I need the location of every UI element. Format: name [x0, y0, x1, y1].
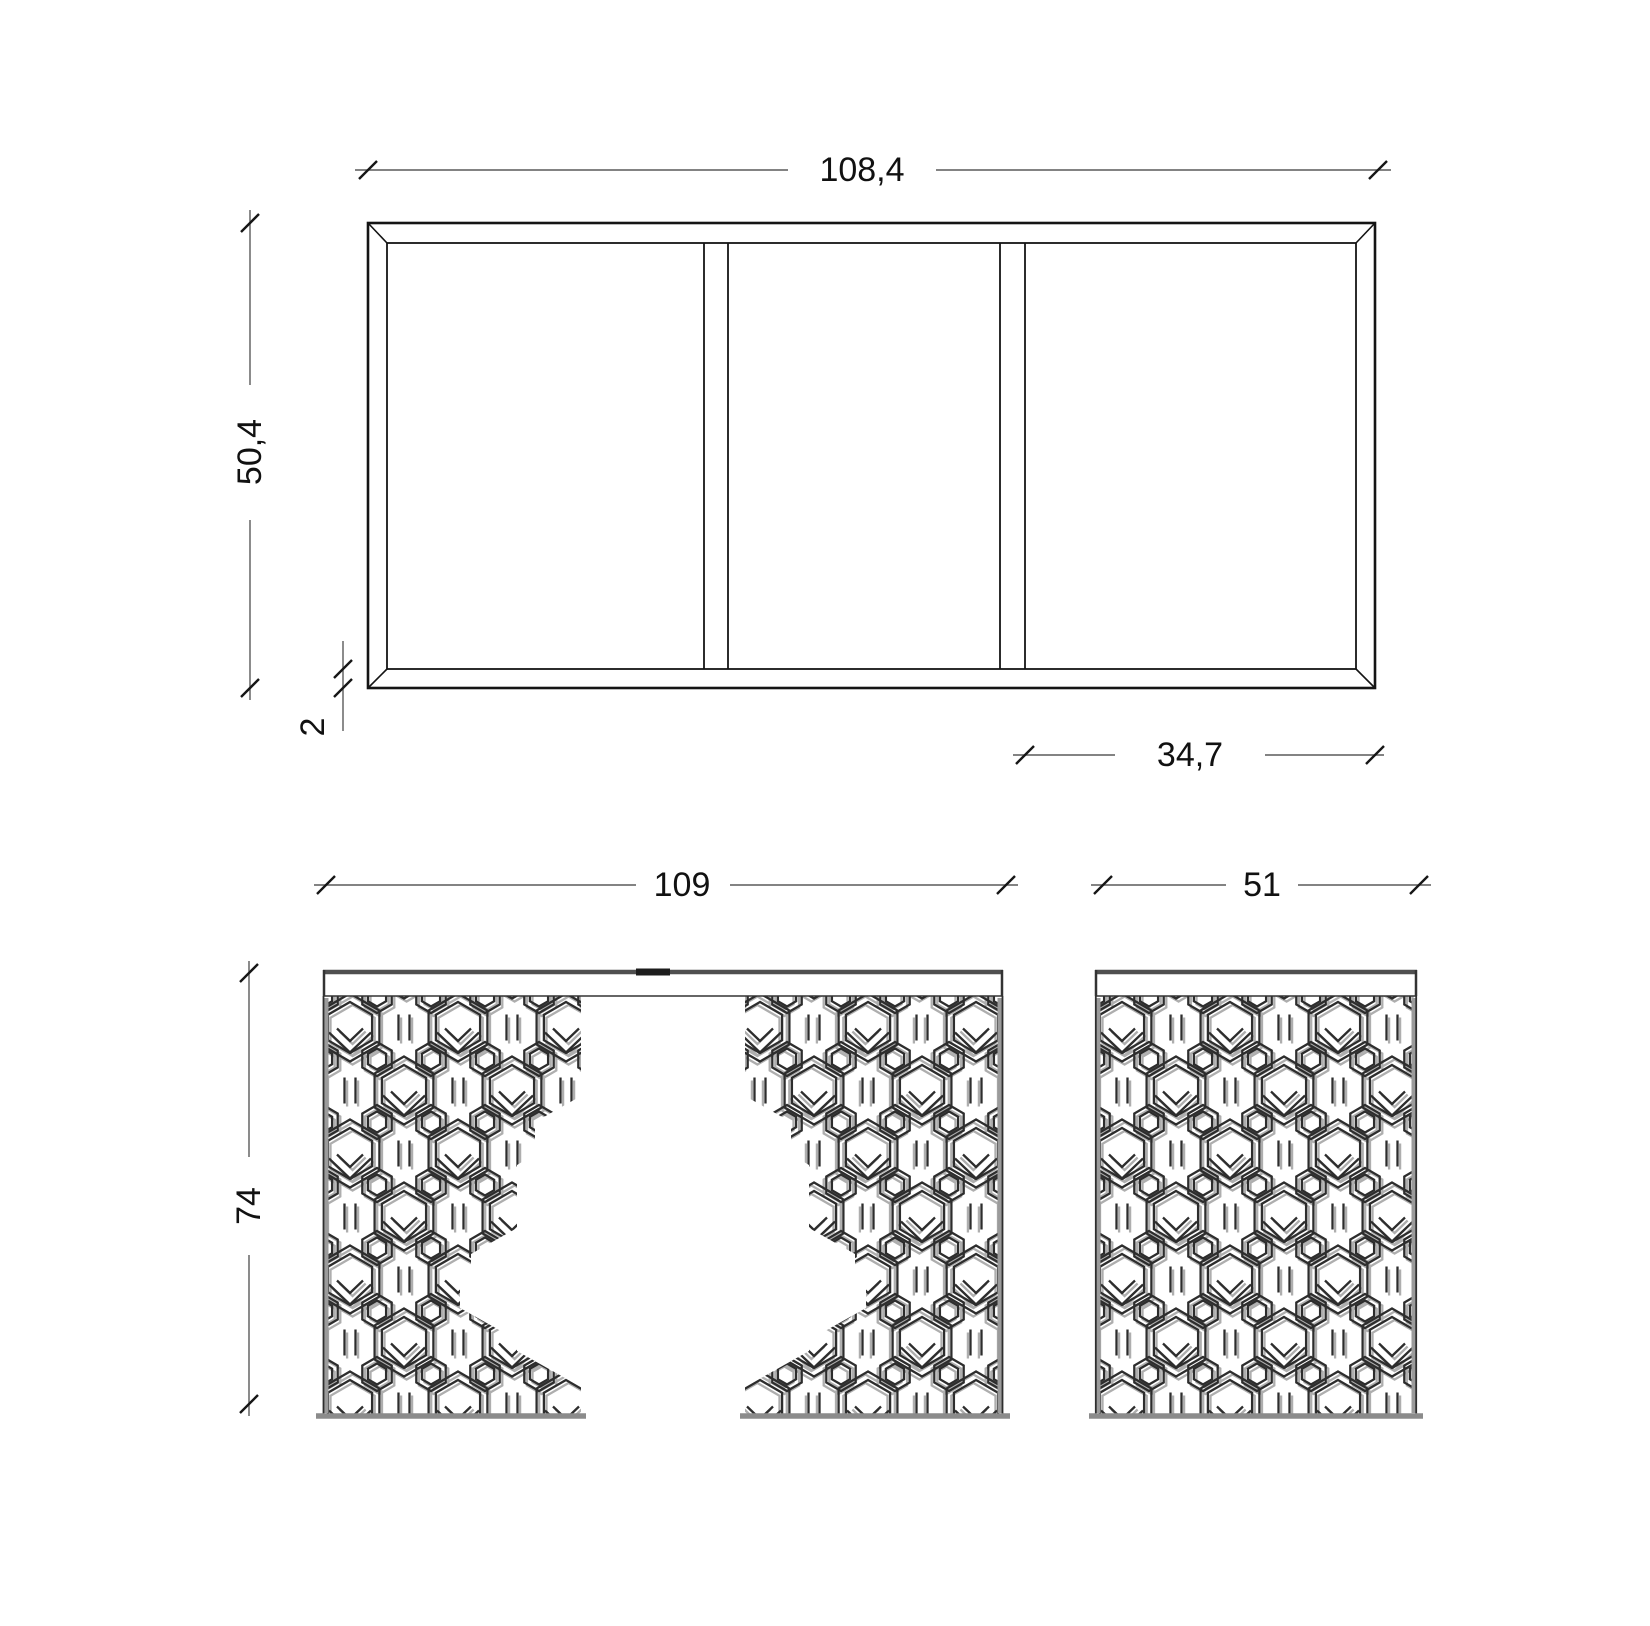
front-right-leg-fretwork-panel	[745, 996, 1003, 1415]
front-left-leg-fretwork-panel	[323, 996, 581, 1415]
dim-top-depth-label: 50,4	[231, 418, 269, 486]
dim-frame-thickness-label: 2	[294, 717, 332, 737]
dim-right-section-label: 34,7	[1156, 736, 1224, 774]
side-tabletop-band	[1095, 970, 1417, 996]
top-view	[368, 223, 1375, 688]
mullion-dividers	[704, 243, 1025, 669]
tabletop-outer-edge	[368, 223, 1375, 688]
front-elevation	[316, 970, 1010, 1416]
tabletop-inner-edge	[387, 243, 1356, 669]
dim-front-width-label: 109	[653, 866, 711, 904]
side-elevation	[1089, 970, 1423, 1416]
mitre-corner-lines	[368, 223, 1375, 688]
front-tabletop-band	[323, 970, 1003, 996]
dim-side-width-label: 51	[1243, 866, 1281, 904]
side-fretwork-panel	[1095, 996, 1417, 1415]
dim-height-label: 74	[230, 1187, 268, 1225]
dim-top-width-label: 108,4	[819, 151, 905, 189]
